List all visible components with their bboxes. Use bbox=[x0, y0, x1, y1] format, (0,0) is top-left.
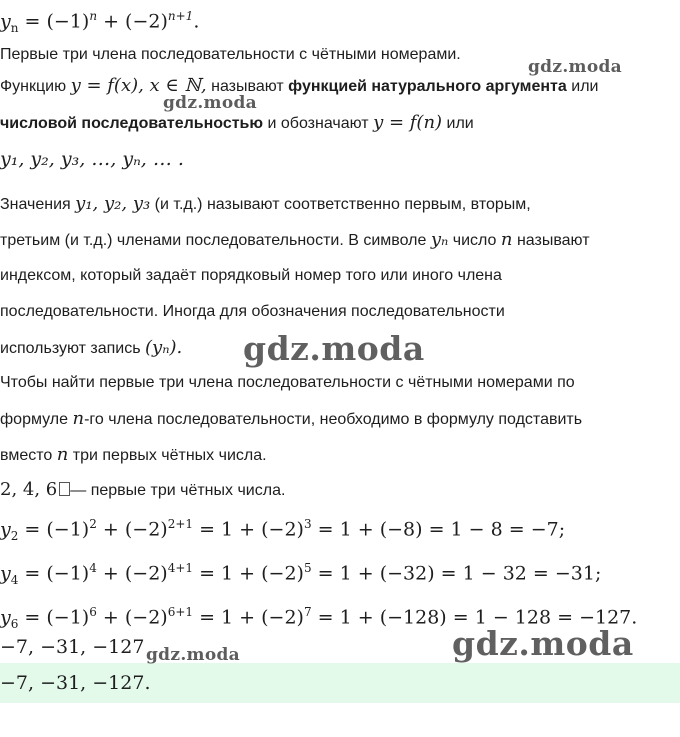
method-line-3: вместо n три первых чётных числа. bbox=[0, 444, 267, 465]
watermark-logo: gdz.moda bbox=[163, 93, 257, 113]
definition-line-1: Функцию y = f(x), x ∈ ℕ, называют функцией натурального аргумента или bbox=[0, 75, 599, 96]
watermark-logo: gdz.moda bbox=[452, 624, 634, 663]
formula-general-term: $y_n = (-1)^n + (-2)^{n+1}$. bbox=[0, 9, 200, 36]
paragraph-line-1: Значения y₁, y₂, y₃ (и т.д.) называют соответственно первым, вторым, bbox=[0, 193, 531, 214]
definition-line-2: числовой последовательностью и обозначают y = f(n) или bbox=[0, 112, 474, 133]
answer-highlight bbox=[0, 663, 680, 703]
paragraph-line-3: индексом, который задаёт порядковый номер того или иного члена bbox=[0, 267, 502, 284]
paragraph-line-2: третьим (и т.д.) членами последовательности. В символе yₙ число n называют bbox=[0, 229, 590, 250]
paragraph-line-5: используют запись (yₙ). bbox=[0, 337, 183, 358]
paragraph-line-4: последовательности. Иногда для обозначения последовательности bbox=[0, 303, 505, 320]
missing-glyph-box bbox=[59, 482, 70, 496]
watermark-logo: gdz.moda bbox=[243, 329, 425, 368]
answer-text: −7, −31, −127. bbox=[0, 672, 151, 694]
watermark-logo: gdz.moda bbox=[528, 57, 622, 77]
method-line-1: Чтобы найти первые три члена последовательности с чётными номерами по bbox=[0, 374, 575, 391]
equation-y4: $y_4 = (-1)^4 + (-2)^{4+1} = 1 + (-2)^5 = 1 + (-32) = 1 - 32 = -31$; bbox=[0, 561, 602, 588]
result-line: −7, −31, −127 bbox=[0, 636, 145, 658]
sequence-notation: y₁, y₂, y₃, …, yₙ, … . bbox=[0, 148, 184, 170]
watermark-logo: gdz.moda bbox=[146, 645, 240, 665]
task-statement: Первые три члена последовательности с чётными номерами. bbox=[0, 46, 461, 63]
equation-y2: $y_2 = (-1)^2 + (-2)^{2+1} = 1 + (-2)^3 = 1 + (-8) = 1 - 8 = -7$; bbox=[0, 517, 566, 544]
method-line-2: формуле n-го члена последовательности, необходимо в формулу подставить bbox=[0, 408, 583, 429]
even-numbers-line: 2, 4, 6 — первые три чётных числа. bbox=[0, 479, 286, 500]
equation-y6: $y_6 = (-1)^6 + (-2)^{6+1} = 1 + (-2)^7 = 1 + (-128) = 1 - 128 = -127$. bbox=[0, 605, 638, 632]
